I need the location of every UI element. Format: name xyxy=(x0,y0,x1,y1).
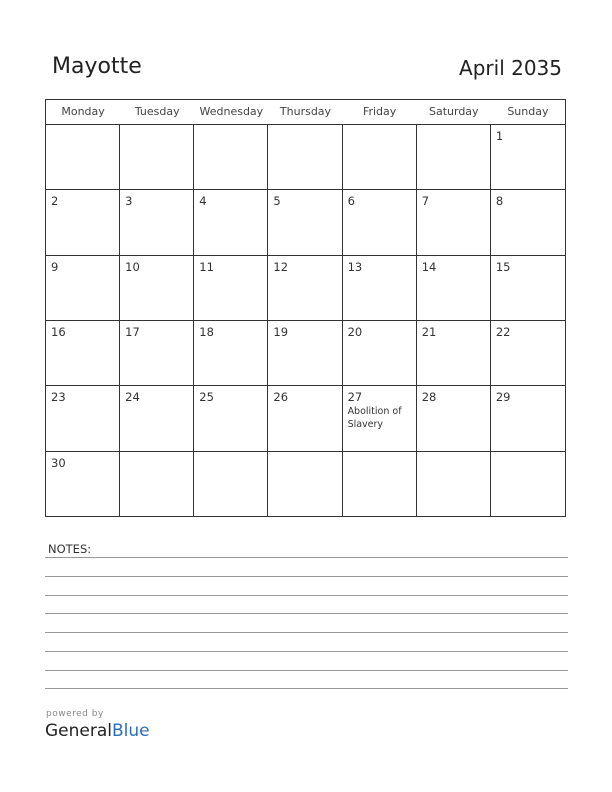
day-number: 16 xyxy=(51,325,66,339)
notes-line xyxy=(45,613,568,614)
notes-line xyxy=(45,670,568,671)
day-number: 15 xyxy=(495,259,511,274)
day-cell xyxy=(46,125,120,190)
day-cell xyxy=(343,125,417,190)
day-cell xyxy=(194,190,268,255)
notes-line xyxy=(45,651,568,652)
day-number: 3 xyxy=(125,194,133,209)
day-cell xyxy=(417,256,491,321)
calendar-country-title: Mayotte xyxy=(52,54,142,79)
day-cell xyxy=(46,321,120,386)
day-cell xyxy=(491,190,565,255)
notes-line xyxy=(45,632,568,633)
weekday-header-row xyxy=(46,100,565,125)
day-cell xyxy=(46,386,120,451)
day-number: 12 xyxy=(273,259,289,274)
day-cell xyxy=(491,452,565,517)
generalblue-logo xyxy=(45,721,150,741)
day-cell xyxy=(491,125,565,190)
weekday-header: Tuesday xyxy=(134,105,180,118)
day-number: 22 xyxy=(495,325,511,339)
weekday-header: Friday xyxy=(362,105,397,118)
day-cell xyxy=(491,256,565,321)
day-cell xyxy=(120,452,194,517)
day-cell xyxy=(46,256,120,321)
day-cell xyxy=(268,452,342,517)
day-number: 18 xyxy=(199,325,214,339)
day-number: 24 xyxy=(125,390,140,405)
calendar-month-title: April 2035 xyxy=(459,56,562,80)
day-cell xyxy=(491,386,565,451)
day-cell xyxy=(417,321,491,386)
weekday-header: Thursday xyxy=(279,105,332,118)
day-number: 13 xyxy=(347,259,363,274)
holiday-label: Abolition of Slavery xyxy=(347,406,402,431)
brand-name-part1: General xyxy=(45,721,112,741)
day-number: 1 xyxy=(495,129,504,143)
day-cell xyxy=(120,386,194,451)
weekday-header: Sunday xyxy=(507,105,549,118)
day-cell xyxy=(417,125,491,190)
day-cell xyxy=(417,452,491,517)
day-number: 25 xyxy=(199,390,214,405)
day-cell xyxy=(120,125,194,190)
day-cell xyxy=(120,256,194,321)
weekday-header: Wednesday xyxy=(199,105,264,118)
day-number: 17 xyxy=(125,325,140,339)
day-cell xyxy=(268,256,342,321)
day-cell xyxy=(194,125,268,190)
weekday-header: Saturday xyxy=(428,105,479,118)
day-cell xyxy=(268,386,342,451)
notes-line xyxy=(45,557,568,558)
day-cell xyxy=(268,190,342,255)
day-cell xyxy=(194,256,268,321)
day-cell xyxy=(268,125,342,190)
calendar-grid xyxy=(46,125,565,517)
calendar-table xyxy=(45,99,566,517)
day-number: 8 xyxy=(495,194,504,209)
day-cell xyxy=(343,321,417,386)
day-cell xyxy=(343,190,417,255)
day-number: 21 xyxy=(421,325,437,339)
day-cell xyxy=(194,386,268,451)
day-number: 29 xyxy=(495,390,511,405)
day-cell xyxy=(46,190,120,255)
day-number: 9 xyxy=(51,259,59,274)
day-number: 14 xyxy=(421,259,437,274)
day-cell xyxy=(491,321,565,386)
day-cell xyxy=(194,452,268,517)
notes-line xyxy=(45,576,568,577)
day-cell xyxy=(343,256,417,321)
day-number: 6 xyxy=(347,194,355,209)
day-number: 19 xyxy=(273,325,289,339)
day-number: 5 xyxy=(273,194,281,209)
day-number: 4 xyxy=(199,194,207,209)
notes-line xyxy=(45,595,568,596)
weekday-header: Monday xyxy=(61,105,105,118)
day-cell xyxy=(343,452,417,517)
day-cell xyxy=(194,321,268,386)
day-number: 27 xyxy=(347,390,363,405)
day-cell xyxy=(120,321,194,386)
day-cell xyxy=(120,190,194,255)
notes-line xyxy=(45,688,568,689)
day-cell xyxy=(417,386,491,451)
day-number: 23 xyxy=(51,390,66,405)
notes-label: NOTES: xyxy=(48,542,92,556)
day-number: 28 xyxy=(421,390,437,405)
day-cell xyxy=(343,386,417,451)
day-number: 11 xyxy=(199,259,214,274)
day-cell xyxy=(417,190,491,255)
day-number: 2 xyxy=(51,194,59,209)
day-number: 30 xyxy=(51,455,66,470)
day-cell xyxy=(46,452,120,517)
powered-by-text: powered by xyxy=(46,709,104,719)
day-number: 20 xyxy=(347,325,363,339)
day-cell xyxy=(268,321,342,386)
day-number: 7 xyxy=(421,194,430,209)
day-number: 26 xyxy=(273,390,289,405)
brand-name-part2: Blue xyxy=(112,721,150,741)
day-number: 10 xyxy=(125,259,140,274)
